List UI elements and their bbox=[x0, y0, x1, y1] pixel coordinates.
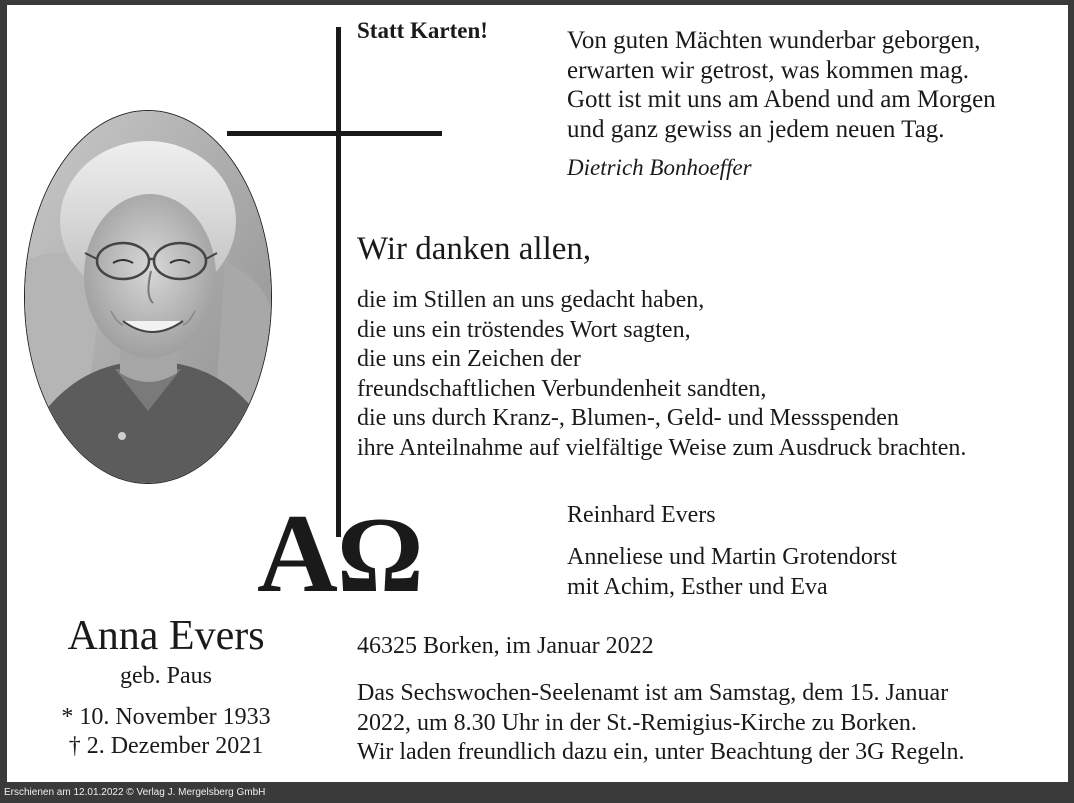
family-line: Anneliese und Martin Grotendorst bbox=[567, 544, 897, 570]
family-line: mit Achim, Esther und Eva bbox=[567, 573, 828, 600]
mass-notice-line: Das Sechswochen-Seelenamt ist am Samstag, dem 15. Januar bbox=[357, 680, 949, 706]
birth-date: * 10. November 1933 bbox=[61, 704, 271, 730]
thanks-line: die uns ein Zeichen der bbox=[357, 346, 581, 372]
thanks-text bbox=[357, 286, 966, 463]
mass-notice bbox=[357, 679, 964, 768]
thanks-line: freundschaftlichen Verbundenheit sandten, bbox=[357, 375, 767, 402]
poem-author: Dietrich Bonhoeffer bbox=[567, 155, 752, 180]
alpha-omega-symbol bbox=[255, 495, 425, 605]
cross-horizontal-bar bbox=[227, 131, 442, 136]
place-and-date: 46325 Borken, im Januar 2022 bbox=[357, 633, 654, 659]
poem-verse bbox=[567, 26, 996, 144]
omega-glyph: Ω bbox=[337, 496, 424, 605]
deceased-name: Anna Evers bbox=[67, 613, 265, 659]
death-date: † 2. Dezember 2021 bbox=[68, 733, 264, 759]
poem-line: erwarten wir getrost, was kommen mag. bbox=[567, 56, 969, 84]
thanks-line: ihre Anteilnahme auf vielfältige Weise zum Ausdruck brachten. bbox=[357, 434, 967, 461]
family-group-grotendorst bbox=[567, 543, 897, 602]
portrait-photo bbox=[24, 110, 272, 484]
poem-line: Von guten Mächten wunderbar geborgen, bbox=[567, 27, 981, 54]
alpha-glyph: A bbox=[257, 495, 338, 605]
family-member-reinhard: Reinhard Evers bbox=[567, 502, 716, 528]
deceased-info bbox=[24, 611, 308, 761]
publication-footer: Erschienen am 12.01.2022 © Verlag J. Mergelsberg GmbH bbox=[4, 787, 266, 798]
mass-notice-line: 2022, um 8.30 Uhr in der St.-Remigius-Kirche zu Borken. bbox=[357, 709, 917, 736]
thanks-line: die im Stillen an uns gedacht haben, bbox=[357, 287, 705, 313]
thanks-line: die uns ein tröstendes Wort sagten, bbox=[357, 316, 691, 343]
cross-vertical-bar bbox=[336, 27, 341, 537]
thanks-line: die uns durch Kranz-, Blumen-, Geld- und Messspenden bbox=[357, 405, 899, 431]
mass-notice-line: Wir laden freundlich dazu ein, unter Beachtung der 3G Regeln. bbox=[357, 739, 965, 765]
poem-line: Gott ist mit uns am Abend und am Morgen bbox=[567, 86, 996, 113]
thanks-heading: Wir danken allen, bbox=[357, 231, 592, 267]
deceased-maiden-name: geb. Paus bbox=[120, 663, 212, 689]
obituary-notice bbox=[7, 5, 1068, 782]
motto-heading: Statt Karten! bbox=[357, 18, 488, 43]
poem-line: und ganz gewiss an jedem neuen Tag. bbox=[567, 115, 945, 143]
